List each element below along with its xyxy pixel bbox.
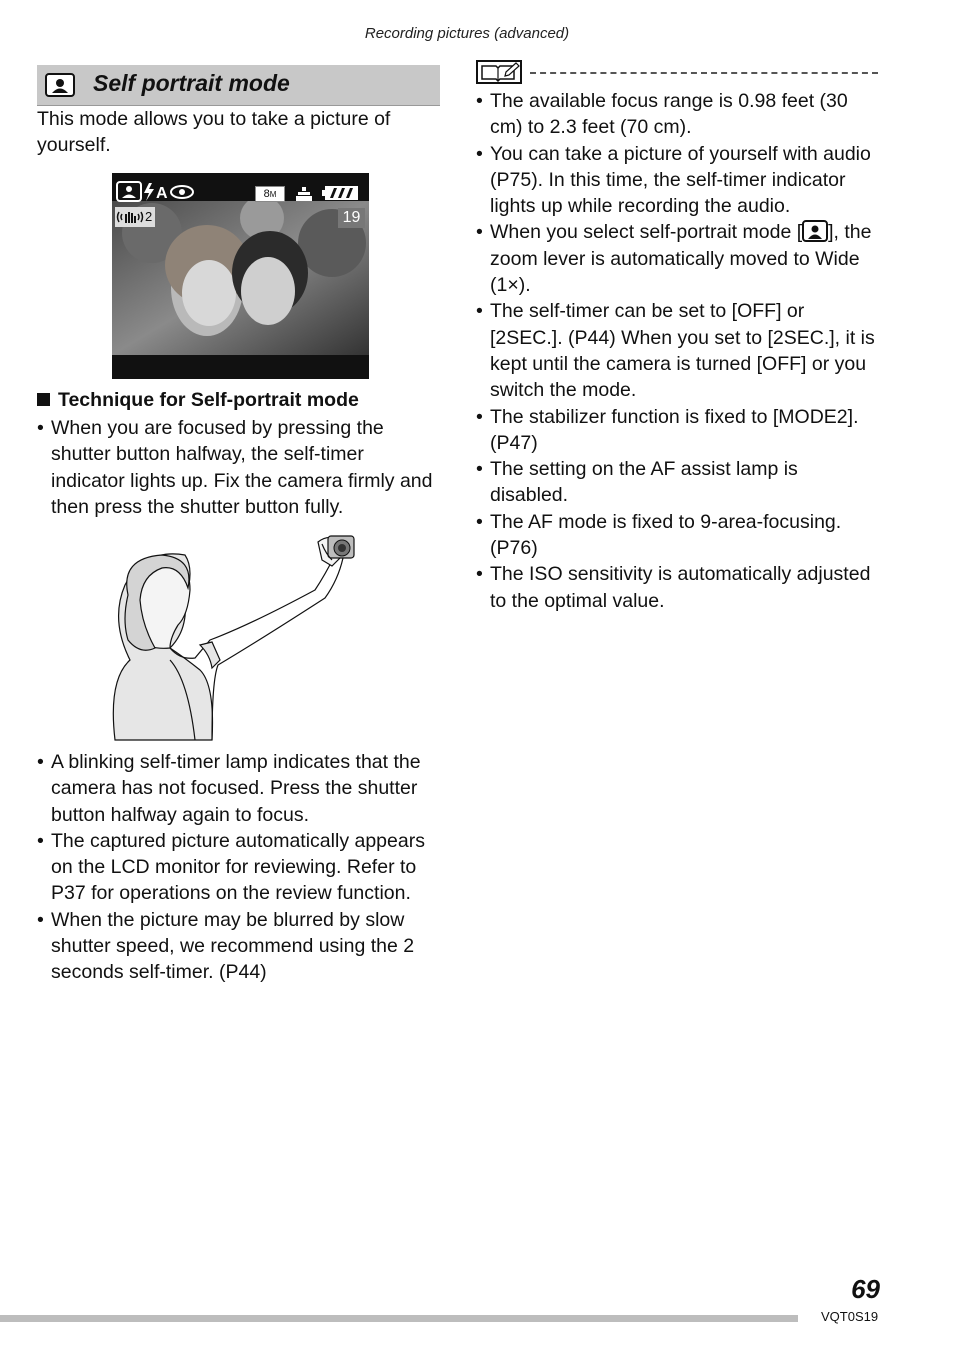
notes-list (476, 88, 881, 614)
list-item: • You can take a picture of yourself with audio (P75). In this time, the self-timer indicator lights up while recording the audio. (476, 141, 881, 220)
more-notes-list (37, 749, 442, 986)
document-code: VQT0S19 (821, 1309, 879, 1324)
note-text: ], the zoom lever is automatically moved to Wide (1×). (490, 221, 872, 297)
quality-icon (294, 185, 314, 203)
list-item: • The AF mode is fixed to 9-area-focusing. (P76) (476, 509, 881, 562)
list-item: • A blinking self-timer lamp indicates that the camera has not focused. Press the shutter button halfway again to focus. (37, 749, 442, 828)
section-title: Self portrait mode (93, 70, 290, 96)
list-item: • The available focus range is 0.98 feet (30 cm) to 2.3 feet (70 cm). (476, 88, 881, 141)
list-item: • The self-timer can be set to [OFF] or [2SEC.]. (P44) When you set to [2SEC.], it is kept until the camera is turned [OFF] or you switch the mode. (476, 298, 881, 403)
picture-size-value: 8 (263, 188, 270, 200)
remaining-shots: 19 (338, 208, 365, 228)
list-item: • The captured picture automatically appears on the LCD monitor for reviewing. Refer to P37 for operations on the review function. (37, 828, 442, 907)
osd-mode-icons (116, 181, 206, 203)
footer-bar (0, 1315, 798, 1322)
self-portrait-mode-inline-icon (802, 220, 828, 242)
technique-heading-text: Technique for Self-portrait mode (58, 389, 359, 411)
svg-text:A: A (156, 185, 168, 202)
lcd-sample-photo (112, 173, 369, 379)
page-number: 69 (851, 1274, 880, 1304)
photo-illustration (112, 173, 369, 379)
self-portrait-illustration (100, 530, 365, 745)
square-bullet-icon (37, 393, 50, 406)
note-text: When you select self-portrait mode [ (490, 221, 803, 244)
section-header-bar (37, 65, 440, 106)
list-item: • The stabilizer function is fixed to [MODE2]. (P47) (476, 404, 881, 457)
note-divider (530, 72, 878, 74)
list-item: • When you are focused by pressing the shutter button halfway, the self-timer indicator lights up. Fix the camera firmly and then press the shutter button fully. (37, 415, 437, 520)
list-item: • The setting on the AF assist lamp is disabled. (476, 456, 881, 509)
picture-size-indicator (255, 186, 285, 202)
technique-list (37, 415, 437, 520)
running-header: Recording pictures (advanced) (364, 25, 570, 42)
picture-size-unit: M (269, 190, 277, 199)
stabilizer-icon (115, 207, 155, 227)
list-item (476, 219, 881, 298)
self-portrait-mode-icon (45, 73, 75, 97)
list-item: • The ISO sensitivity is automatically adjusted to the optimal value. (476, 561, 881, 614)
technique-heading (37, 389, 359, 412)
list-item: • When the picture may be blurred by slow shutter speed, we recommend using the 2 seconds self-timer. (P44) (37, 907, 442, 986)
hand-shake-icon (116, 207, 144, 227)
note-book-icon (476, 60, 522, 84)
stabilizer-mode: 2 (145, 209, 153, 224)
intro-text: This mode allows you to take a picture of yourself. (37, 108, 391, 157)
battery-icon (322, 184, 360, 202)
